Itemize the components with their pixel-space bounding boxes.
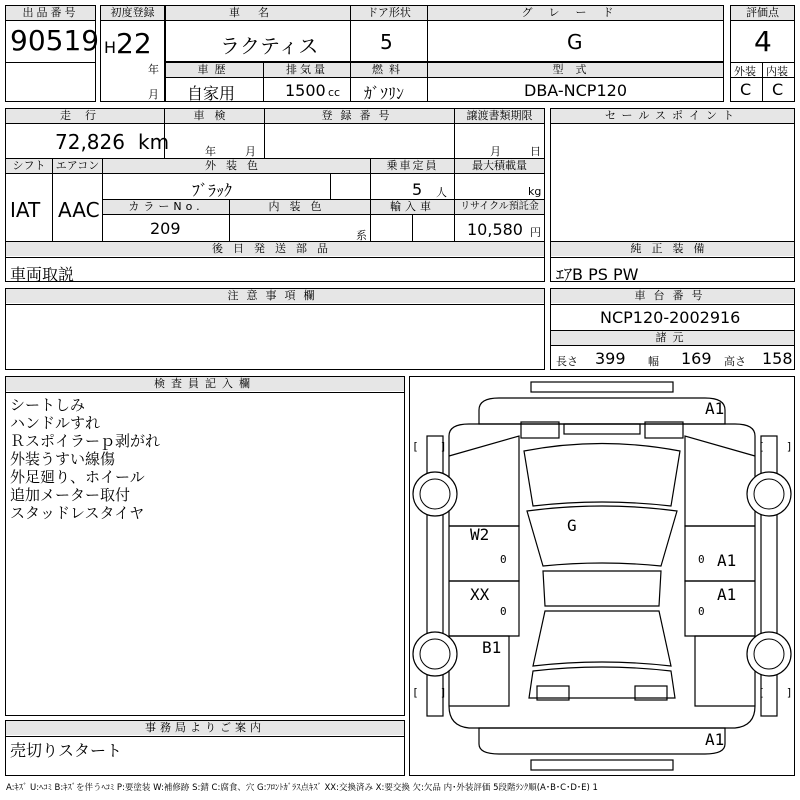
first-reg-era: H (104, 38, 117, 57)
notes-label: 注意事項欄 (6, 289, 544, 303)
grade-label: グレード (428, 6, 723, 20)
inspector-line: シートしみ (10, 396, 86, 414)
spec-width-value: 169 (681, 349, 712, 368)
recycle-label: リサイクル預託金 (455, 200, 544, 214)
inspector-line: 追加メーター取付 (10, 486, 131, 504)
inspector-line: スタッドレスタイヤ (10, 504, 145, 522)
color-no-value: 209 (150, 219, 181, 238)
bracket: [ (758, 686, 765, 699)
mark-lr-door: XX (470, 585, 490, 604)
legend: A:ｷｽﾞ U:ﾍｺﾐ B:ｷｽﾞを伴うﾍｺﾐ P:要塗装 W:補修跡 S:錆 C:腐食、穴 G:ﾌﾛﾝﾄｶﾞﾗｽ点ｷｽﾞ XX:交換済み X:要交換 欠:欠品 内･外装評価 5段階ﾗﾝｸ順(A･B･C･D･E) 1 (6, 783, 598, 793)
chassis-label: 車台番号 (551, 289, 794, 303)
spec-height-value: 158 (762, 349, 793, 368)
max-load-label: 最大積載量 (455, 159, 544, 173)
car-name-label: 車名 (166, 6, 350, 20)
lot-number: 90519 (10, 24, 100, 57)
first-reg-month-unit: 月 (148, 88, 159, 101)
chassis-value: NCP120-2002916 (600, 308, 741, 327)
inspection-label: 車検 (165, 109, 264, 123)
capacity-value: 5 (412, 180, 423, 199)
mark-zero: 0 (500, 605, 507, 618)
mark-zero: 0 (698, 605, 705, 618)
spec-width-label: 幅 (648, 355, 659, 368)
equipment-value: ｴｱB PS PW (556, 265, 639, 284)
import-label: 輸入車 (371, 200, 454, 214)
lot-label: 出品番号 (6, 6, 95, 20)
later-parts-label: 後日発送部品 (6, 242, 544, 256)
sales-point-label: セールスポイント (551, 109, 794, 123)
transfer-label: 譲渡書類期限 (455, 109, 544, 123)
int-color-unit: 系 (356, 229, 367, 242)
later-parts-value: 車両取説 (10, 265, 75, 284)
history-value: 自家用 (187, 84, 236, 103)
displacement-unit: cc (328, 86, 341, 99)
recycle-unit: 円 (530, 226, 541, 239)
mileage-unit: km (138, 130, 170, 154)
inspector-line: ハンドルすれ (10, 414, 101, 432)
inspector-line: 外足廻り、ホイール (10, 468, 145, 486)
bracket: [ (412, 686, 419, 699)
score-label: 評価点 (731, 6, 794, 20)
mark-rf-door: A1 (717, 551, 737, 570)
inspector-line: 外装うすい線傷 (10, 450, 116, 468)
score-ext-label: 外装 (734, 65, 756, 78)
max-load-unit: kg (528, 185, 542, 198)
equipment-label: 純正装備 (551, 242, 794, 256)
shift-label: シフト (6, 159, 52, 173)
grade-value: G (567, 30, 583, 54)
transfer-day-unit: 日 (530, 145, 541, 158)
bracket: [ (758, 440, 765, 453)
score-ext: C (740, 80, 752, 99)
inspector-line: Ｒスポイラーｐ剥がれ (10, 432, 161, 450)
int-color-label: 内装色 (230, 200, 370, 214)
color-no-label: カラーNo. (103, 200, 229, 214)
displacement-value: 1500 (285, 81, 326, 100)
mark-l-rear: B1 (482, 638, 502, 657)
shift-value: IAT (10, 198, 41, 222)
aircon-value: AAC (58, 198, 100, 222)
office-label: 事務局よりご案内 (6, 721, 404, 735)
inspection-month-unit: 月 (245, 145, 256, 158)
displacement-label: 排気量 (264, 63, 350, 77)
first-reg-label: 初度登録 (101, 6, 164, 20)
fuel-value: ｶﾞｿﾘﾝ (364, 84, 405, 103)
transfer-month-unit: 月 (490, 145, 501, 158)
mark-zero: 0 (698, 553, 705, 566)
history-label: 車歴 (166, 63, 263, 77)
first-reg-year: 22 (116, 27, 152, 60)
spec-height-label: 高さ (724, 355, 746, 368)
mark-rear: A1 (705, 730, 725, 749)
office-value: 売切りスタート (10, 741, 123, 760)
fuel-label: 燃料 (351, 63, 427, 77)
capacity-unit: 人 (436, 186, 447, 199)
car-diagram (409, 376, 795, 776)
score-value: 4 (754, 25, 772, 58)
score-int-label: 内装 (766, 65, 788, 78)
capacity-label: 乗車定員 (371, 159, 454, 173)
specs-label: 諸元 (551, 331, 794, 345)
mark-hood: G (567, 516, 577, 535)
recycle-value: 10,580 (467, 220, 523, 239)
car-name: ラクティス (220, 34, 319, 58)
bracket: [ (412, 440, 419, 453)
ext-color-value: ﾌﾞﾗｯｸ (192, 181, 233, 200)
mileage-value: 72,826 (55, 130, 125, 154)
spec-length-value: 399 (595, 349, 626, 368)
aircon-label: エアコン (53, 159, 102, 173)
mark-zero: 0 (500, 553, 507, 566)
doors-value: 5 (380, 30, 393, 54)
first-reg-year-unit: 年 (148, 63, 159, 76)
spec-length-label: 長さ (556, 355, 578, 368)
bracket: ] (440, 440, 447, 453)
model-value: DBA-NCP120 (524, 81, 627, 100)
reg-no-label: 登録番号 (265, 109, 454, 123)
mark-front: A1 (705, 399, 725, 418)
sales-point-box (550, 108, 795, 242)
bracket: ] (440, 686, 447, 699)
ext-color-label: 外装色 (103, 159, 370, 173)
score-int: C (772, 80, 784, 99)
bracket: ] (786, 440, 793, 453)
bracket: ] (786, 686, 793, 699)
model-label: 型式 (428, 63, 723, 77)
mark-rr-door: A1 (717, 585, 737, 604)
mileage-label: 走行 (6, 109, 164, 123)
inspector-label: 検査員記入欄 (6, 377, 404, 391)
inspection-year-unit: 年 (205, 145, 216, 158)
doors-label: ドア形状 (351, 6, 427, 20)
mark-lf-door: W2 (470, 525, 490, 544)
